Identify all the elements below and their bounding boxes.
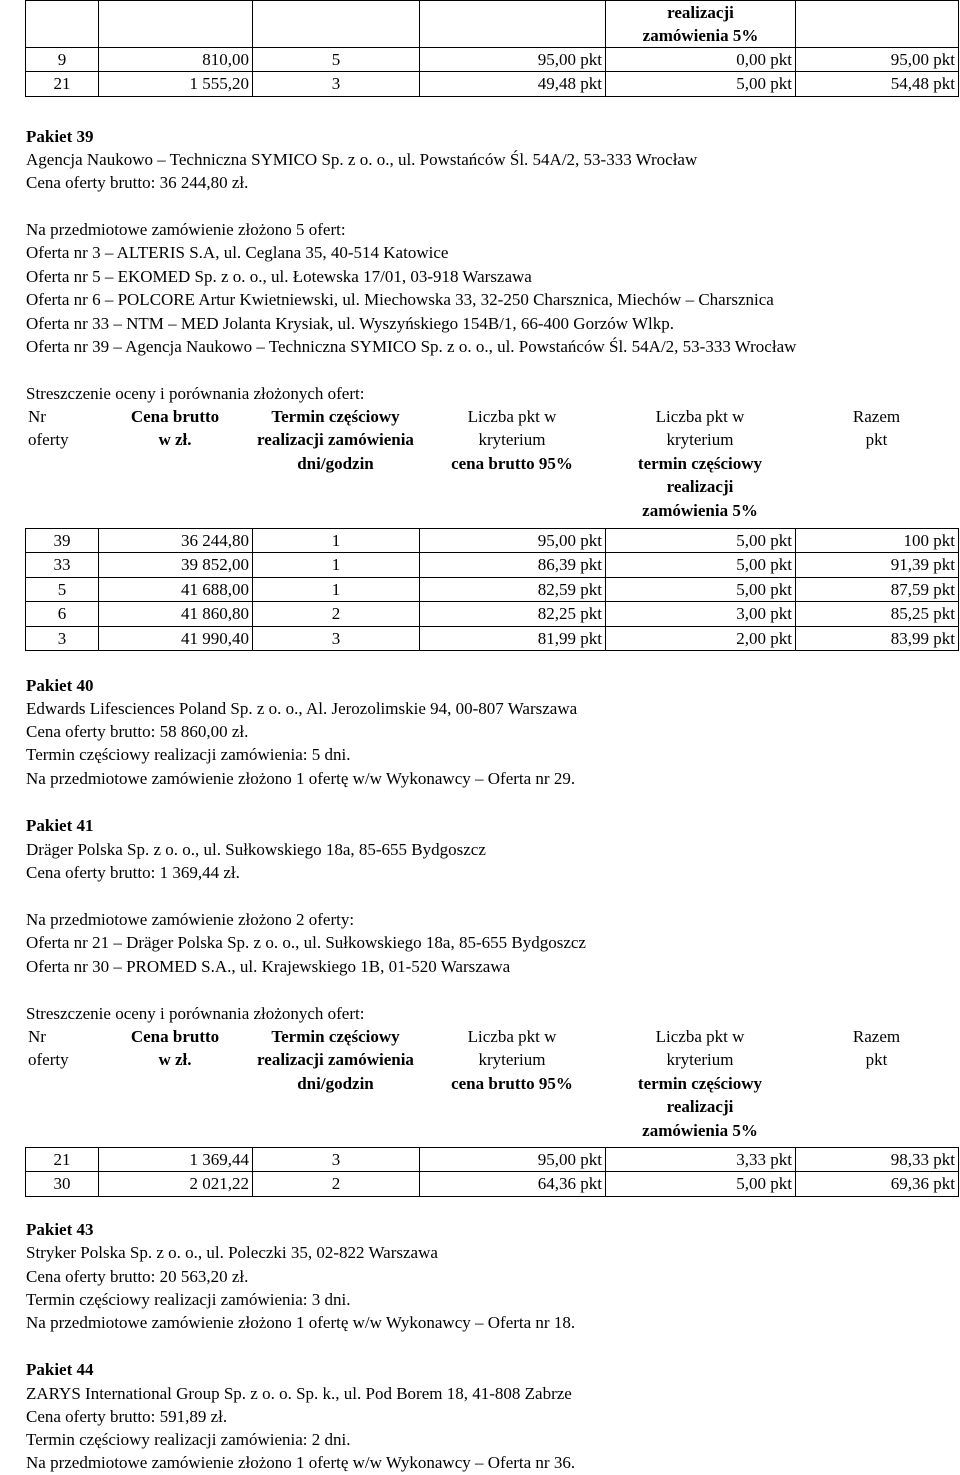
cell-nr: 6 xyxy=(26,602,99,626)
header-line: zamówienia 5% xyxy=(642,500,758,520)
cell-term-points: 3,33 pkt xyxy=(606,1148,796,1172)
summary-label: Streszczenie oceny i porównania złożonych ofert: xyxy=(26,384,365,403)
header-line: Nr xyxy=(28,407,46,426)
header-line: realizacji zamówienia xyxy=(257,1050,414,1070)
header-line: realizacji xyxy=(666,1097,734,1117)
header-line: kryterium xyxy=(478,1050,546,1070)
cell-price: 41 990,40 xyxy=(99,626,253,650)
offer-line: Oferta nr 3 – ALTERIS S.A, ul. Ceglana 35, 40-514 Katowice xyxy=(26,243,449,262)
cell-price: 1 555,20 xyxy=(99,72,253,96)
header-line: kryterium xyxy=(666,1050,734,1070)
cell-term: 1 xyxy=(253,529,420,553)
cell-total: 54,48 pkt xyxy=(796,72,959,96)
header-line: w zł. xyxy=(158,430,192,450)
table-header-tail xyxy=(26,1,959,48)
cell-total: 100 pkt xyxy=(796,529,959,553)
cell-price: 2 021,22 xyxy=(99,1172,253,1196)
cell-price-points: 95,00 pkt xyxy=(420,529,606,553)
cell-term: 2 xyxy=(253,602,420,626)
table-row xyxy=(26,48,959,72)
cell-term: 2 xyxy=(253,1172,420,1196)
header-line: Liczba pkt w xyxy=(467,1027,557,1046)
cell-price: 41 860,80 xyxy=(99,602,253,626)
note-line: Na przedmiotowe zamówienie złożono 1 ofertę w/w Wykonawcy – Oferta nr 29. xyxy=(26,769,576,788)
pakiet41-rows xyxy=(25,1147,959,1197)
cell-term: 1 xyxy=(253,553,420,577)
cell-term-points: 5,00 pkt xyxy=(606,577,796,601)
section-title: Pakiet 39 xyxy=(26,127,94,146)
pakiet39-rows xyxy=(25,528,959,651)
cell-total: 69,36 pkt xyxy=(796,1172,959,1196)
note-line: Na przedmiotowe zamówienie złożono 1 ofertę w/w Wykonawcy – Oferta nr 36. xyxy=(26,1453,576,1472)
section-title: Pakiet 41 xyxy=(26,816,94,835)
cell-term: 1 xyxy=(253,577,420,601)
price-line: Cena oferty brutto: 20 563,20 zł. xyxy=(26,1267,249,1286)
cell-nr: 21 xyxy=(26,72,99,96)
cell-term-points: 2,00 pkt xyxy=(606,626,796,650)
cell-price: 36 244,80 xyxy=(99,529,253,553)
cell-term: 3 xyxy=(253,626,420,650)
cell-price-points: 95,00 pkt xyxy=(420,48,606,72)
cell-price-points: 81,99 pkt xyxy=(420,626,606,650)
cell-total: 83,99 pkt xyxy=(796,626,959,650)
cell-nr: 30 xyxy=(26,1172,99,1196)
section-title: Pakiet 44 xyxy=(26,1360,94,1379)
table-row xyxy=(26,626,959,650)
cell-term-points: 5,00 pkt xyxy=(606,72,796,96)
header-line: Termin częściowy xyxy=(271,407,400,426)
table-row xyxy=(26,72,959,96)
header-line: w zł. xyxy=(158,1050,192,1070)
section-title: Pakiet 40 xyxy=(26,676,94,695)
offer-line: Oferta nr 33 – NTM – MED Jolanta Krysiak, ul. Wyszyńskiego 154B/1, 66-400 Gorzów Wlkp. xyxy=(26,314,675,333)
section-title: Pakiet 43 xyxy=(26,1220,94,1239)
winner-line: Dräger Polska Sp. z o. o., ul. Sułkowskiego 18a, 85-655 Bydgoszcz xyxy=(26,840,486,859)
header-line: dni/godzin xyxy=(297,1073,374,1093)
note-line: Na przedmiotowe zamówienie złożono 1 ofertę w/w Wykonawcy – Oferta nr 18. xyxy=(26,1313,576,1332)
header-line: Liczba pkt w xyxy=(467,407,557,426)
offers-intro: Na przedmiotowe zamówienie złożono 5 ofert: xyxy=(26,220,346,239)
cell-price-points: 95,00 pkt xyxy=(420,1148,606,1172)
header-line: Cena brutto xyxy=(130,1027,220,1046)
header-line: Liczba pkt w xyxy=(655,1027,745,1046)
header-line: realizacji zamówienia xyxy=(257,430,414,450)
table-header xyxy=(25,1025,958,1142)
header-line: cena brutto 95% xyxy=(451,453,573,473)
cell-nr: 5 xyxy=(26,577,99,601)
price-line: Cena oferty brutto: 591,89 zł. xyxy=(26,1407,228,1426)
winner-line: Edwards Lifesciences Poland Sp. z o. o., Al. Jerozolimskie 94, 00-807 Warszawa xyxy=(26,699,578,718)
summary-label: Streszczenie oceny i porównania złożonych ofert: xyxy=(26,1004,365,1023)
header-line: pkt xyxy=(865,1050,888,1070)
header-line: termin częściowy xyxy=(637,1073,763,1093)
cell-term: 5 xyxy=(253,48,420,72)
cell-term-points: 5,00 pkt xyxy=(606,529,796,553)
price-line: Cena oferty brutto: 1 369,44 zł. xyxy=(26,863,240,882)
cell-price: 1 369,44 xyxy=(99,1148,253,1172)
offer-line: Oferta nr 30 – PROMED S.A., ul. Krajewskiego 1B, 01-520 Warszawa xyxy=(26,957,511,976)
table-row xyxy=(26,602,959,626)
header-line: Cena brutto xyxy=(130,407,220,426)
pakiet41-summary-table xyxy=(25,1025,958,1142)
offer-line: Oferta nr 5 – EKOMED Sp. z o. o., ul. Łotewska 17/01, 03-918 Warszawa xyxy=(26,267,532,286)
header-line: termin częściowy xyxy=(637,453,763,473)
cell-price-points: 82,25 pkt xyxy=(420,602,606,626)
header-line: Razem xyxy=(852,407,901,426)
header-line: Nr xyxy=(28,1027,46,1046)
header-line: oferty xyxy=(28,430,69,450)
cell-total: 95,00 pkt xyxy=(796,48,959,72)
header-line: zamówienia 5% xyxy=(642,1120,758,1140)
cell-term: 3 xyxy=(253,1148,420,1172)
header-line: kryterium xyxy=(666,430,734,450)
header-line: oferty xyxy=(28,1050,69,1070)
cell-term-points: 3,00 pkt xyxy=(606,602,796,626)
pakiet39-summary-table xyxy=(25,405,958,522)
cell-total: 98,33 pkt xyxy=(796,1148,959,1172)
header-line: pkt xyxy=(865,430,888,450)
term-line: Termin częściowy realizacji zamówienia: 5 dni. xyxy=(26,745,351,764)
cell-price: 39 852,00 xyxy=(99,553,253,577)
price-line: Cena oferty brutto: 58 860,00 zł. xyxy=(26,722,249,741)
cell-price-points: 86,39 pkt xyxy=(420,553,606,577)
cell-total: 91,39 pkt xyxy=(796,553,959,577)
cell-nr: 21 xyxy=(26,1148,99,1172)
term-line: Termin częściowy realizacji zamówienia: 3 dni. xyxy=(26,1290,351,1309)
table-row xyxy=(26,577,959,601)
cell-term: 3 xyxy=(253,72,420,96)
winner-line: Stryker Polska Sp. z o. o., ul. Poleczki 35, 02-822 Warszawa xyxy=(26,1243,438,1262)
table-row xyxy=(26,529,959,553)
table-row xyxy=(26,1172,959,1196)
header-line: Liczba pkt w xyxy=(655,407,745,426)
offer-line: Oferta nr 6 – POLCORE Artur Kwietniewski, ul. Miechowska 33, 32-250 Charsznica, Miechów – Charsznica xyxy=(26,290,774,309)
header-line: cena brutto 95% xyxy=(451,1073,573,1093)
winner-line: Agencja Naukowo – Techniczna SYMICO Sp. z o. o., ul. Powstańców Śl. 54A/2, 53-333 Wrocław xyxy=(26,150,698,169)
header-line: dni/godzin xyxy=(297,453,374,473)
header-cell-line: zamówienia 5% xyxy=(642,26,759,45)
cell-nr: 39 xyxy=(26,529,99,553)
table-row xyxy=(26,553,959,577)
price-line: Cena oferty brutto: 36 244,80 zł. xyxy=(26,173,249,192)
cell-price: 810,00 xyxy=(99,48,253,72)
cell-nr: 3 xyxy=(26,626,99,650)
cell-price: 41 688,00 xyxy=(99,577,253,601)
top-results-table xyxy=(25,0,959,97)
cell-term-points: 0,00 pkt xyxy=(606,48,796,72)
term-line: Termin częściowy realizacji zamówienia: 2 dni. xyxy=(26,1430,351,1449)
cell-total: 85,25 pkt xyxy=(796,602,959,626)
cell-nr: 33 xyxy=(26,553,99,577)
offer-line: Oferta nr 39 – Agencja Naukowo – Techniczna SYMICO Sp. z o. o., ul. Powstańców Śl. 54A/2, 53-333 Wrocław xyxy=(26,337,797,356)
winner-line: ZARYS International Group Sp. z o. o. Sp. k., ul. Pod Borem 18, 41-808 Zabrze xyxy=(26,1384,572,1403)
header-line: Razem xyxy=(852,1027,901,1046)
offer-line: Oferta nr 21 – Dräger Polska Sp. z o. o., ul. Sułkowskiego 18a, 85-655 Bydgoszcz xyxy=(26,933,586,952)
cell-price-points: 82,59 pkt xyxy=(420,577,606,601)
offers-intro: Na przedmiotowe zamówienie złożono 2 oferty: xyxy=(26,910,355,929)
cell-price-points: 64,36 pkt xyxy=(420,1172,606,1196)
header-line: Termin częściowy xyxy=(271,1027,400,1046)
table-header xyxy=(25,405,958,522)
cell-term-points: 5,00 pkt xyxy=(606,553,796,577)
header-cell-line: realizacji xyxy=(667,3,734,22)
cell-price-points: 49,48 pkt xyxy=(420,72,606,96)
cell-total: 87,59 pkt xyxy=(796,577,959,601)
cell-term-points: 5,00 pkt xyxy=(606,1172,796,1196)
header-line: kryterium xyxy=(478,430,546,450)
table-row xyxy=(26,1148,959,1172)
cell-nr: 9 xyxy=(26,48,99,72)
header-line: realizacji xyxy=(666,477,734,497)
